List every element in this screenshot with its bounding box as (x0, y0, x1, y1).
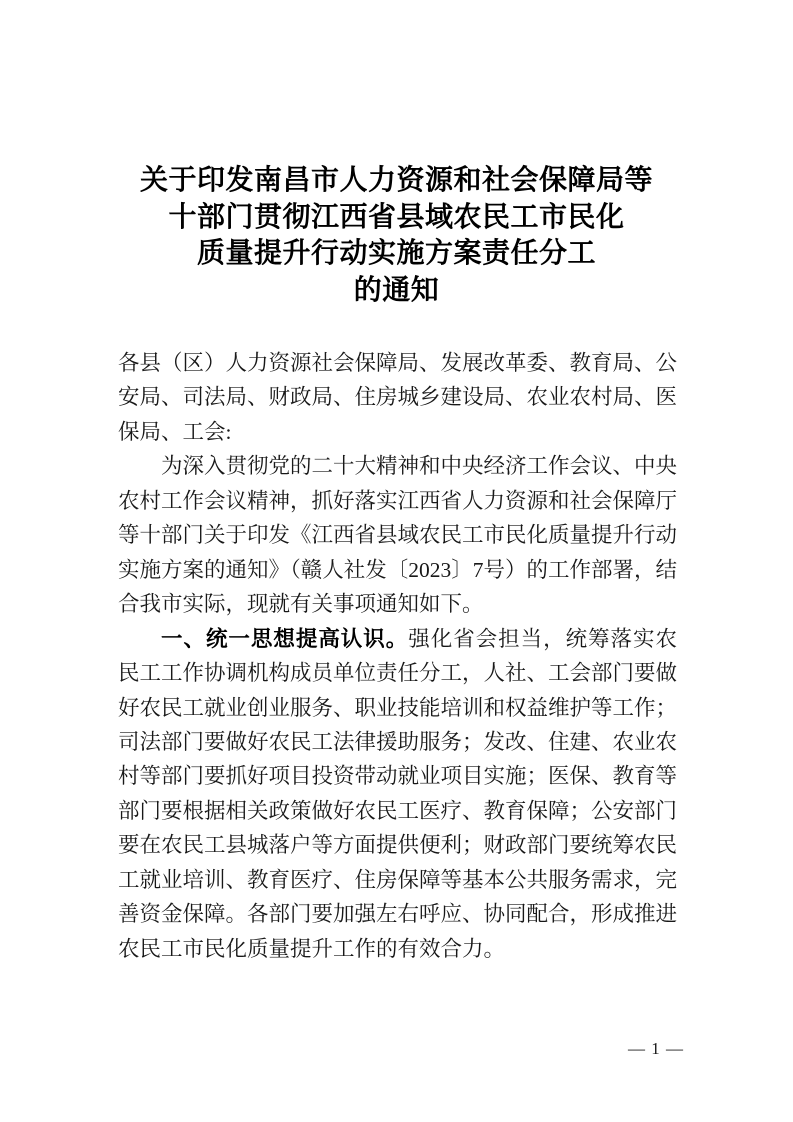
section-1-body: 强化省会担当，统筹落实农民工工作协调机构成员单位责任分工，人社、工会部门要做好农民工就业创业服务、职业技能培训和权益维护等工作；司法部门要做好农民工法律援助服务；发改、住建、农业农村等部门要抓好项目投资带动就业项目实施；医保、教育等部门要根据相关政策做好农民工医疗、教育保障；公安部门要在农民工县城落户等方面提供便利；财政部门要统筹农民工就业培训、教育医疗、住房保障等基本公共服务需求，完善资金保障。各部门要加强左右呼应、协同配合，形成推进农民工市民化质量提升工作的有效合力。 (118, 626, 678, 961)
section-1-heading: 一、统一思想提高认识。 (161, 626, 409, 651)
page-number: — 1 — (628, 1039, 684, 1058)
title-line-1: 关于印发南昌市人力资源和社会保障局等 (139, 165, 653, 196)
document-body (118, 346, 677, 966)
title-line-2: 十部门贯彻江西省县域农民工市民化 (168, 201, 625, 233)
section-1-paragraph (118, 622, 677, 967)
intro-paragraph: 为深入贯彻党的二十大精神和中央经济工作会议、中央农村工作会议精神，抓好落实江西省人力资源和社会保障厅等十部门关于印发《江西省县域农民工市民化质量提升行动实施方案的通知》（赣人社发〔2023〕7号）的工作部署，结合我市实际，现就有关事项通知如下。 (118, 454, 678, 617)
recipients-line: 各县（区）人力资源社会保障局、发展改革委、教育局、公安局、司法局、财政局、住房城乡建设局、农业农村局、医保局、工会: (118, 351, 678, 444)
document-title (0, 163, 793, 309)
title-line-3: 质量提升行动实施方案责任分工 (196, 238, 596, 269)
title-line-4: 的通知 (353, 274, 440, 306)
